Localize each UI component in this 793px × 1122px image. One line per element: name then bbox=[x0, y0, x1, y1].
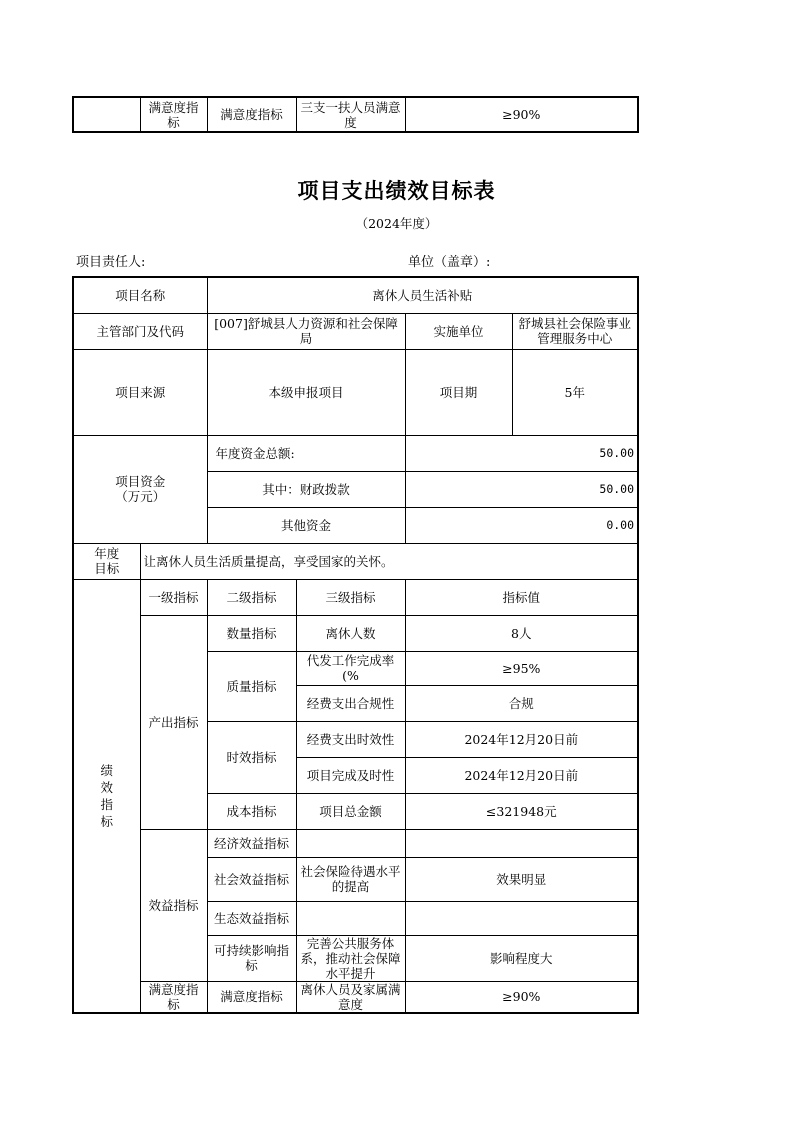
quality-l2: 质量指标 bbox=[207, 651, 296, 721]
page-title: 项目支出绩效目标表 bbox=[297, 179, 496, 203]
satisfaction-value: ≥90% bbox=[405, 981, 638, 1013]
funds-total-value: 50.00 bbox=[405, 435, 638, 471]
year-label: （2024年度） bbox=[355, 216, 438, 231]
social-l3: 社会保险待遇水平的提高 bbox=[296, 857, 405, 901]
header-value: 指标值 bbox=[405, 579, 638, 615]
performance-indicators-label: 绩 效 指 标 bbox=[73, 579, 140, 1013]
header-level1: 一级指标 bbox=[140, 579, 207, 615]
quality2-value: 合规 bbox=[405, 685, 638, 721]
level3-indicator-cell: 三支一扶人员满意度 bbox=[296, 97, 405, 132]
econ-l2: 经济效益指标 bbox=[207, 829, 296, 857]
output-indicator-label: 产出指标 bbox=[140, 615, 207, 829]
quality2-l3: 经费支出合规性 bbox=[296, 685, 405, 721]
quantity-l3: 离休人数 bbox=[296, 615, 405, 651]
responsible-person-label: 项目责任人: bbox=[76, 255, 146, 270]
level2-indicator-cell: 满意度指标 bbox=[207, 97, 296, 132]
dept-value: [007]舒城县人力资源和社会保障局 bbox=[207, 313, 405, 349]
social-value: 效果明显 bbox=[405, 857, 638, 901]
header-level3: 三级指标 bbox=[296, 579, 405, 615]
benefit-indicator-label: 效益指标 bbox=[140, 829, 207, 981]
empty-cell bbox=[73, 97, 140, 132]
level1-indicator-cell: 满意度指标 bbox=[140, 97, 207, 132]
project-name-value: 离休人员生活补贴 bbox=[207, 277, 638, 313]
funds-label bbox=[73, 435, 207, 543]
previous-page-fragment-table bbox=[72, 96, 639, 133]
sustain-value: 影响程度大 bbox=[405, 935, 638, 981]
funds-fiscal-value: 50.00 bbox=[405, 471, 638, 507]
quality1-l3: 代发工作完成率(% bbox=[296, 651, 405, 685]
time1-value: 2024年12月20日前 bbox=[405, 721, 638, 757]
quantity-value: 8人 bbox=[405, 615, 638, 651]
header-level2: 二级指标 bbox=[207, 579, 296, 615]
funds-total-label: 年度资金总额: bbox=[207, 435, 405, 471]
time2-l3: 项目完成及时性 bbox=[296, 757, 405, 793]
funds-label-line2: （万元） bbox=[115, 489, 166, 504]
eco-l3 bbox=[296, 901, 405, 935]
satisfaction-l1: 满意度指标 bbox=[140, 981, 207, 1013]
social-l2: 社会效益指标 bbox=[207, 857, 296, 901]
source-value: 本级申报项目 bbox=[207, 349, 405, 435]
indicator-value-cell: ≥90% bbox=[405, 97, 638, 132]
performance-target-table bbox=[72, 276, 639, 1014]
econ-l3 bbox=[296, 829, 405, 857]
time-l2: 时效指标 bbox=[207, 721, 296, 793]
time1-l3: 经费支出时效性 bbox=[296, 721, 405, 757]
dept-label: 主管部门及代码 bbox=[73, 313, 207, 349]
period-value: 5年 bbox=[512, 349, 638, 435]
satisfaction-l3: 离休人员及家属满意度 bbox=[296, 981, 405, 1013]
satisfaction-l2: 满意度指标 bbox=[207, 981, 296, 1013]
cost-l2: 成本指标 bbox=[207, 793, 296, 829]
sustain-l2: 可持续影响指标 bbox=[207, 935, 296, 981]
cost-value: ≤321948元 bbox=[405, 793, 638, 829]
funds-other-value: 0.00 bbox=[405, 507, 638, 543]
impl-unit-value: 舒城县社会保险事业管理服务中心 bbox=[512, 313, 638, 349]
impl-unit-label: 实施单位 bbox=[405, 313, 512, 349]
time2-value: 2024年12月20日前 bbox=[405, 757, 638, 793]
period-label: 项目期 bbox=[405, 349, 512, 435]
econ-value bbox=[405, 829, 638, 857]
annual-goal-label: 年度 目标 bbox=[73, 543, 140, 579]
project-name-label: 项目名称 bbox=[73, 277, 207, 313]
funds-fiscal-label: 其中：财政拨款 bbox=[207, 471, 405, 507]
annual-goal-value: 让离休人员生活质量提高，享受国家的关怀。 bbox=[140, 543, 638, 579]
sustain-l3: 完善公共服务体系，推动社会保障水平提升 bbox=[296, 935, 405, 981]
funds-other-label: 其他资金 bbox=[207, 507, 405, 543]
cost-l3: 项目总金额 bbox=[296, 793, 405, 829]
quality1-value: ≥95% bbox=[405, 651, 638, 685]
eco-l2: 生态效益指标 bbox=[207, 901, 296, 935]
source-label: 项目来源 bbox=[73, 349, 207, 435]
eco-value bbox=[405, 901, 638, 935]
unit-seal-label: 单位（盖章）: bbox=[408, 255, 491, 270]
funds-label-line1: 项目资金 bbox=[115, 474, 166, 489]
quantity-l2: 数量指标 bbox=[207, 615, 296, 651]
